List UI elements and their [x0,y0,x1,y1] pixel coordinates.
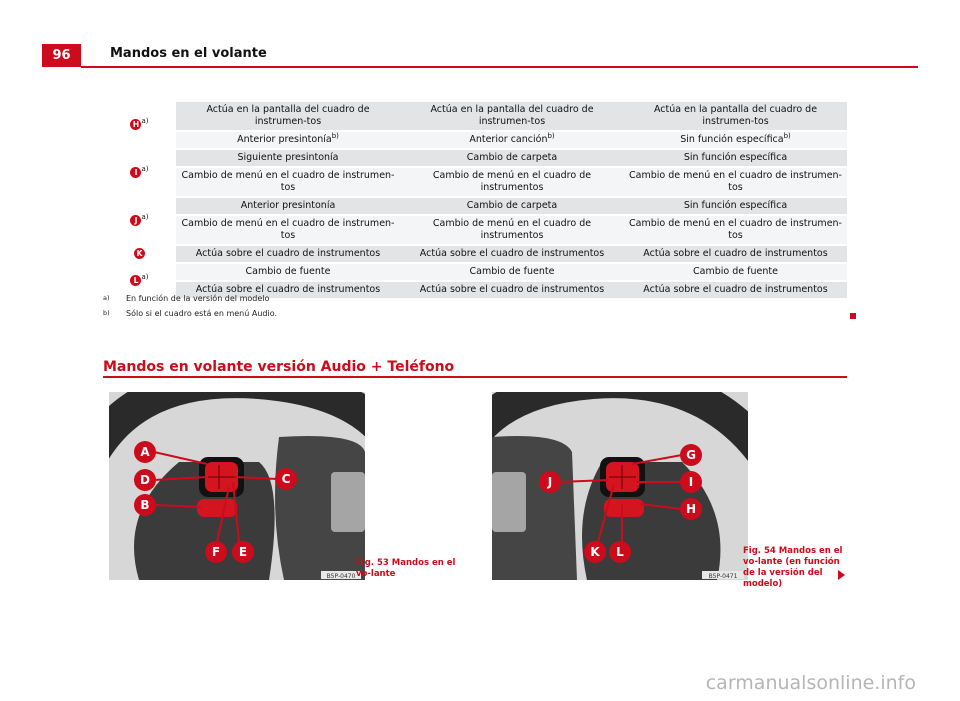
table-cell: Actúa sobre el cuadro de instrumentos [400,246,624,264]
table-cell: Cambio de menú en el cuadro de instrumen-tos [176,216,400,246]
callout-label: B [140,498,150,512]
watermark: carmanualsonline.info [705,672,916,694]
table-cell: Siguiente presintonía [176,150,400,168]
table-cell: Anterior presintonía [176,198,400,216]
table-row [103,168,847,198]
end-of-section-marker [850,313,856,319]
table-row [103,132,847,150]
key-cell-j [103,198,176,246]
figure-code: B5P-0470 [326,573,356,580]
footnote-mark: a) [103,294,110,302]
table-cell: Actúa sobre el cuadro de instrumentos [176,282,400,300]
key-footnote-ref: a) [141,164,149,173]
table-row [103,198,847,216]
table-cell: Actúa en la pantalla del cuadro de instrumen-tos [400,102,624,132]
callout-label: J [547,475,553,489]
key-cell-h [103,102,176,150]
key-cell-k [103,246,176,264]
section-title: Mandos en volante versión Audio + Teléfono [103,359,455,375]
table-cell: Actúa sobre el cuadro de instrumentos [176,246,400,264]
section-rule [103,376,847,378]
callout-label: C [281,472,291,486]
table-row [103,150,847,168]
page-number: 96 [42,44,81,67]
table-cell: Actúa sobre el cuadro de instrumentos [624,282,847,300]
table-cell: Cambio de menú en el cuadro de instrumentos [400,168,624,198]
callout-label: I [688,475,694,489]
footnote-text: Sólo si el cuadro está en menú Audio. [126,309,277,318]
callout-label: F [211,545,221,559]
callout-label: G [686,448,696,462]
figure-54-caption: Fig. 54 Mandos en el vo-lante (en función de la versión del modelo) [743,546,843,589]
key-footnote-ref: a) [141,116,149,125]
key-cell-i [103,150,176,198]
steering-wheel-illustration [109,392,365,580]
key-footnote-ref: a) [141,212,149,221]
table-cell: Sin función específica$^{b)}$ [624,132,847,150]
table-row [103,264,847,282]
key-badge-i: I [130,167,141,178]
table-cell: Actúa sobre el cuadro de instrumentos [400,282,624,300]
footnotes [103,294,277,324]
table-cell: Sin función específica [624,150,847,168]
steering-wheel-illustration [492,392,748,580]
figure-54-steering-wheel [492,392,748,580]
table-cell: Actúa en la pantalla del cuadro de instrumen-tos [624,102,847,132]
functions-table [103,102,847,300]
table-cell: Cambio de fuente [624,264,847,282]
callout-label: K [590,545,600,559]
key-badge-j: J [130,215,141,226]
table-row [103,246,847,264]
footnote-text: En función de la versión del modelo [126,294,270,303]
table-cell: Cambio de menú en el cuadro de instrumentos [400,216,624,246]
table-cell: Cambio de menú en el cuadro de instrumen-tos [176,168,400,198]
key-footnote-ref: a) [141,272,149,281]
table-cell: Cambio de carpeta [400,198,624,216]
figure-53-caption: Fig. 53 Mandos en el vo-lante [356,558,456,579]
continue-arrow-icon [838,570,845,580]
table-row [103,102,847,132]
page-header-title: Mandos en el volante [110,46,267,61]
table-cell: Cambio de menú en el cuadro de instrumen-tos [624,216,847,246]
callout-label: E [238,545,248,559]
table-cell: Anterior canción$^{b)}$ [400,132,624,150]
key-badge-l: L [130,275,141,286]
table-cell: Sin función específica [624,198,847,216]
figure-53-steering-wheel [109,392,365,580]
callout-label: D [140,473,150,487]
table-cell: Cambio de fuente [400,264,624,282]
table-cell: Actúa en la pantalla del cuadro de instrumen-tos [176,102,400,132]
table-cell: Actúa sobre el cuadro de instrumentos [624,246,847,264]
figure-code: B5P-0471 [708,573,738,580]
table-cell: Cambio de menú en el cuadro de instrumen-tos [624,168,847,198]
footnote-mark: b) [103,309,110,317]
table-cell: Anterior presintonía$^{b)}$ [176,132,400,150]
key-badge-k: K [134,248,145,259]
table-row [103,216,847,246]
footnote [103,309,277,324]
callout-label: A [140,445,150,459]
key-badge-h: H [130,119,141,130]
table-cell: Cambio de fuente [176,264,400,282]
footnote [103,294,277,309]
header-rule [81,66,918,68]
table-cell: Cambio de carpeta [400,150,624,168]
callout-label: L [616,545,624,559]
callout-label: H [685,502,697,516]
